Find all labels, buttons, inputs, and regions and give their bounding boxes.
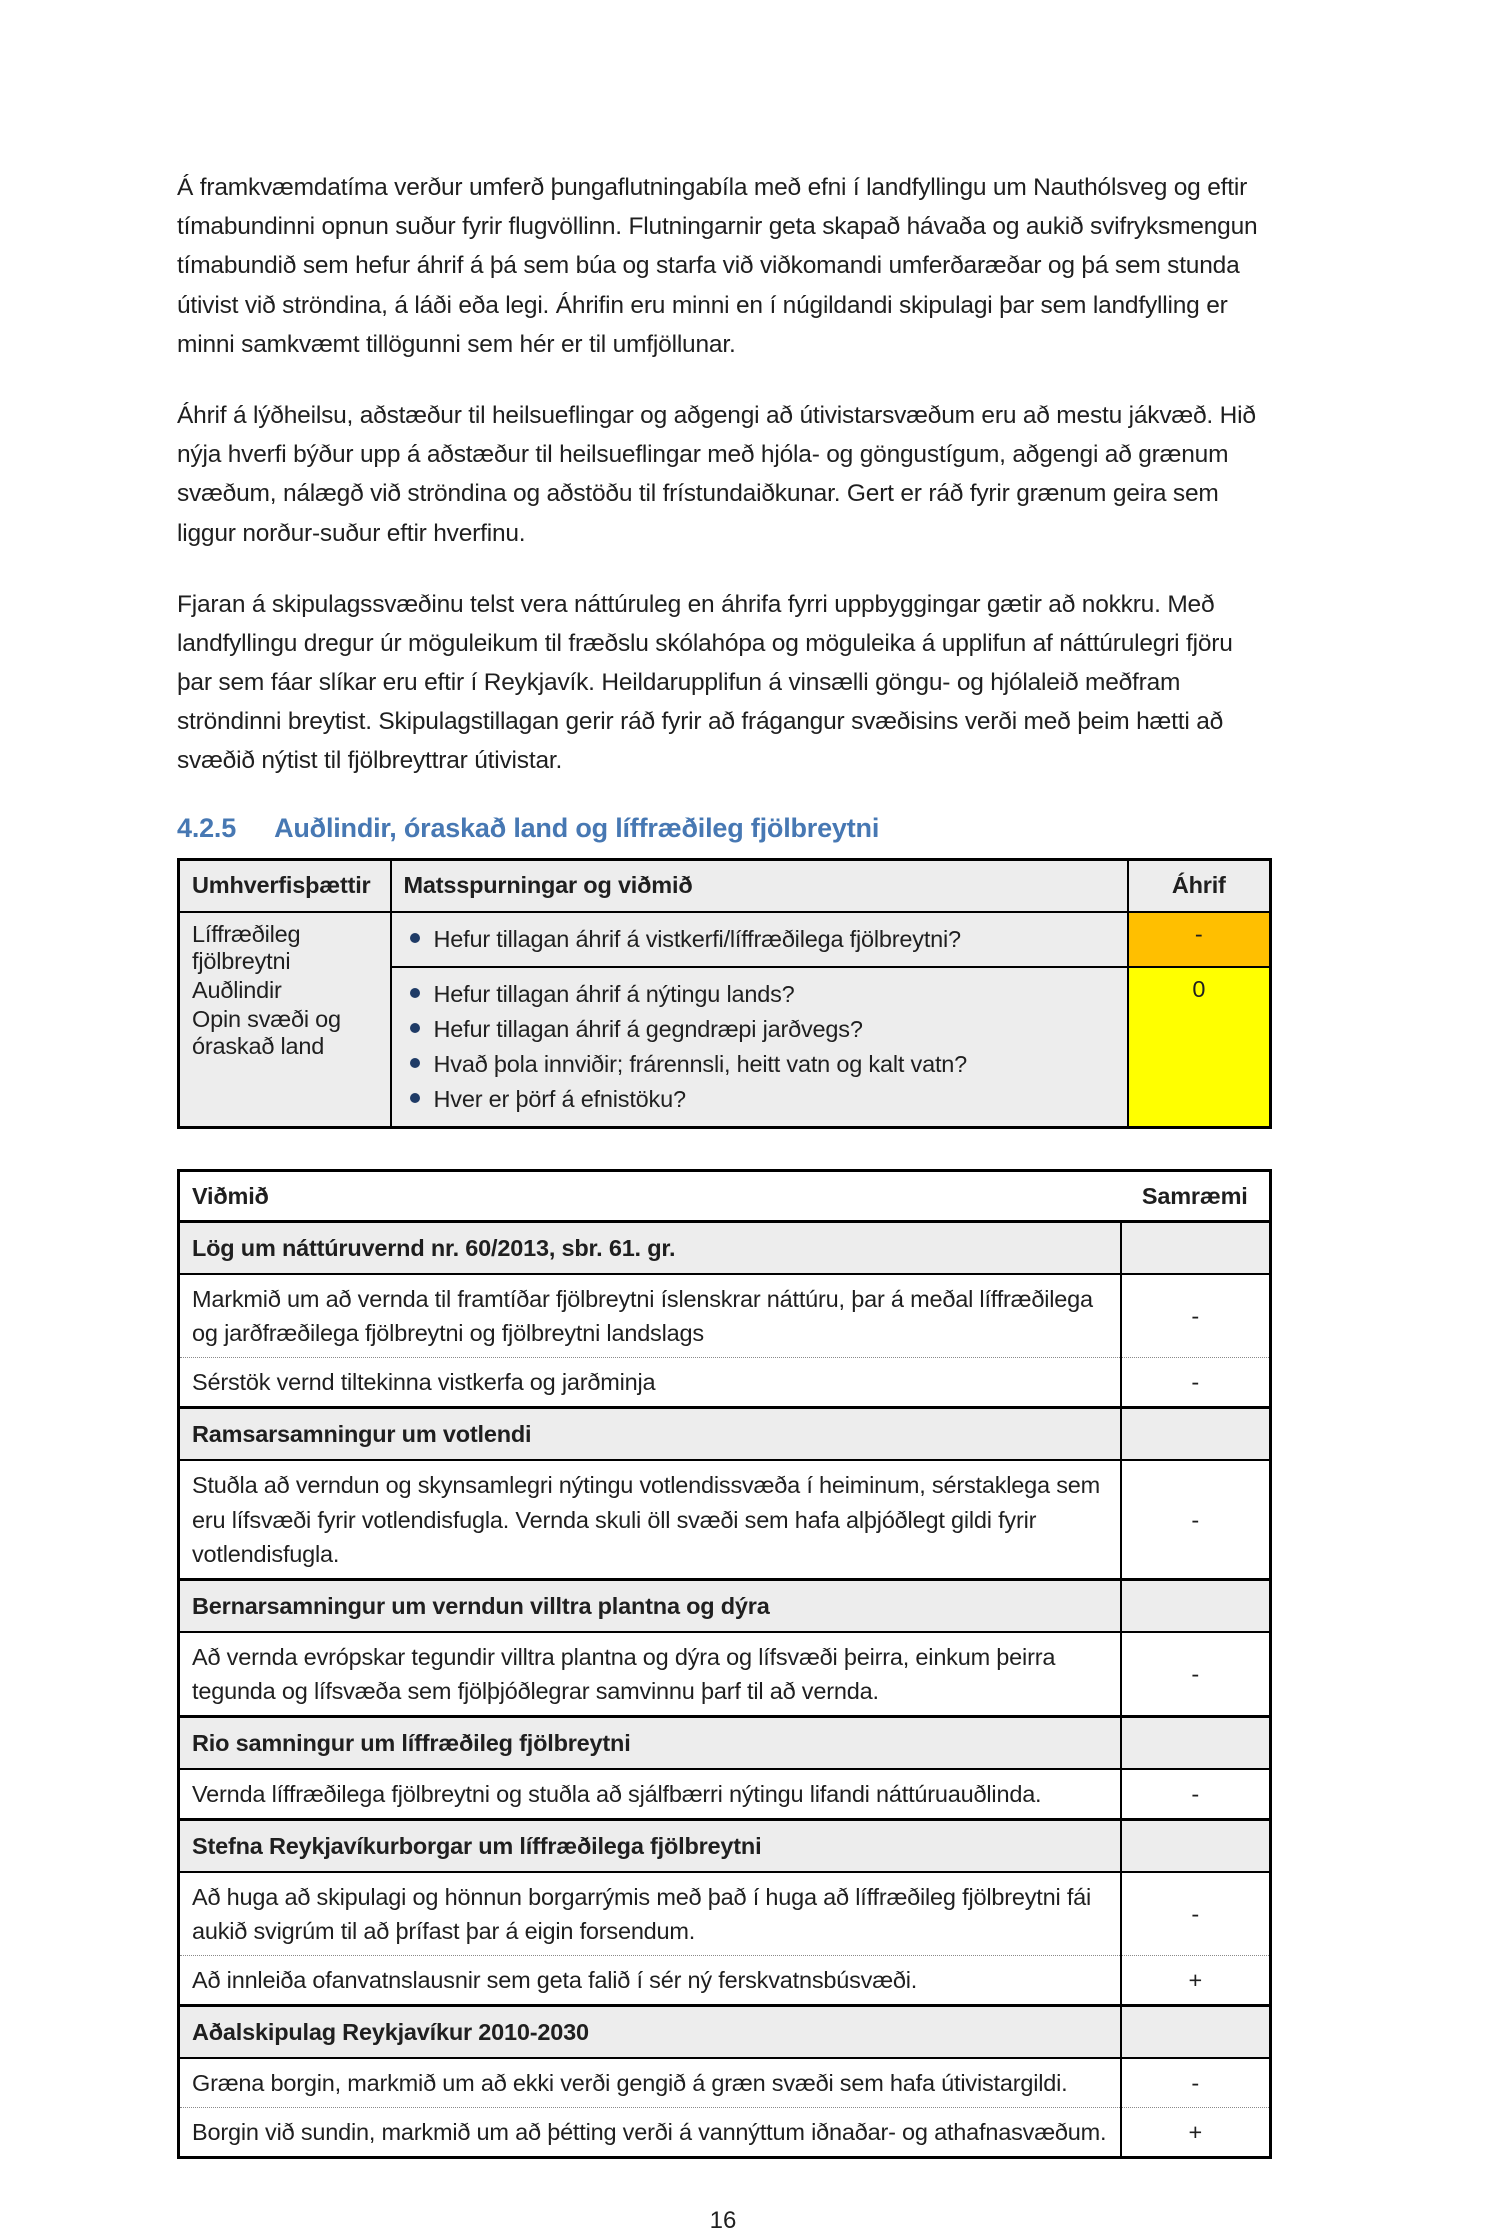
criteria-item-row <box>179 1632 1271 1717</box>
criteria-section-row <box>179 1408 1271 1461</box>
criteria-item-row <box>179 1460 1271 1579</box>
criteria-header-row <box>179 1171 1271 1222</box>
criteria-item-row <box>179 1769 1271 1820</box>
criteria-text-cell: Að huga að skipulagi og hönnun borgarrýmis með það í huga að líffræðileg fjölbreytni fái aukið svigrúm til að þrífast þar á eigin forsendum. <box>179 1872 1121 1956</box>
paragraph-construction-traffic: Á framkvæmdatíma verður umferð þungaflutningabíla með efni í landfyllingu um Nauthólsveg og eftir tímabundinni opnun suður fyrir flugvöllinn. Flutningarnir geta skapað hávaða og aukið svifryksmengun tímabundið sem hefur áhrif á þá sem búa og starfa við viðkomandi umferðaræðar og þá sem stunda útivist við ströndina, á láði eða legi. Áhrifin eru minni en í núgildandi skipulagi þar sem landfylling er minni samkvæmt tillögunni sem hér er til umfjöllunar. <box>177 174 1258 358</box>
criteria-text-cell: Græna borgin, markmið um að ekki verði gengið á græn svæði sem hafa útivistargildi. <box>179 2058 1121 2108</box>
criteria-section-row <box>179 2006 1271 2059</box>
matrix-row-biodiversity <box>179 912 1271 968</box>
criteria-item-row <box>179 2058 1271 2108</box>
question-item <box>404 1014 1115 1046</box>
criteria-text-cell: Markmið um að vernda til framtíðar fjölbreytni íslenskrar náttúru, þar á meðal líffræðilega og jarðfræðilega fjölbreytni og fjölbreytni landslags <box>179 1274 1121 1358</box>
criteria-item-row <box>179 1955 1271 2005</box>
criteria-section-row <box>179 1222 1271 1275</box>
value-cell <box>1121 1819 1271 1872</box>
impact-value-negative: - <box>1128 912 1271 968</box>
question-item <box>404 1084 1115 1116</box>
value-cell: - <box>1121 1632 1271 1717</box>
value-cell: - <box>1121 1274 1271 1358</box>
section-title: Auðlindir, óraskað land og líffræðileg fjölbreytni <box>274 812 880 843</box>
value-cell <box>1121 1222 1271 1275</box>
questions-cell-2 <box>391 967 1128 1127</box>
factor-liffraedileg-fjolbreytni: Líffræðileg fjölbreytni <box>192 920 301 974</box>
section-number: 4.2.5 <box>177 812 237 843</box>
question-text: Hver er þörf á efnistöku? <box>433 1085 686 1112</box>
bullet-icon <box>410 1058 420 1068</box>
value-cell: + <box>1121 2108 1271 2158</box>
page-content <box>177 168 1269 2235</box>
criteria-section-row <box>179 1819 1271 1872</box>
value-cell <box>1121 1579 1271 1632</box>
section-title-cell: Rio samningur um líffræðileg fjölbreytni <box>179 1716 1121 1769</box>
criteria-item-row <box>179 1358 1271 1408</box>
paragraph-shoreline: Fjaran á skipulagssvæðinu telst vera náttúruleg en áhrifa fyrri uppbyggingar gætir að nokkru. Með landfyllingu dregur úr möguleikum til fræðslu skólahópa og möguleika á upplifun af náttúrulegri fjöru þar sem fáar slíkar eru eftir í Reykjavík. Heildarupplifun á vinsælli göngu- og hjólaleið meðfram ströndinni breytist. Skipulagstillagan gerir ráð fyrir að frágangur svæðisins verði með þeim hætti að svæðið nýtist til fjölbreyttrar útivistar. <box>177 590 1233 775</box>
question-item <box>404 924 1115 956</box>
question-item <box>404 979 1115 1011</box>
header-umhverfisthaettir: Umhverfisþættir <box>179 859 391 912</box>
criteria-text-cell: Að innleiða ofanvatnslausnir sem geta falið í sér ný ferskvatnsbúsvæði. <box>179 1955 1121 2005</box>
question-item <box>404 1049 1115 1081</box>
criteria-item-row <box>179 1872 1271 1956</box>
question-text: Hvað þola innviðir; frárennsli, heitt vatn og kalt vatn? <box>433 1050 968 1077</box>
value-cell: - <box>1121 1358 1271 1408</box>
section-heading <box>177 813 1269 844</box>
bullet-icon <box>410 933 420 943</box>
factor-opin-svaedi: Opin svæði og óraskað land <box>192 1005 341 1059</box>
impact-matrix-table <box>177 858 1272 1130</box>
criteria-item-row <box>179 2108 1271 2158</box>
bullet-icon <box>410 1093 420 1103</box>
value-cell: - <box>1121 1872 1271 1956</box>
bullet-icon <box>410 988 420 998</box>
criteria-table <box>177 1169 1272 2159</box>
factors-cell <box>179 912 391 1128</box>
section-title-cell: Ramsarsamningur um votlendi <box>179 1408 1121 1461</box>
question-text: Hefur tillagan áhrif á nýtingu lands? <box>433 981 795 1008</box>
bullet-icon <box>410 1023 420 1033</box>
header-vidmid: Viðmið <box>179 1171 1121 1222</box>
section-title-cell: Lög um náttúruvernd nr. 60/2013, sbr. 61. gr. <box>179 1222 1121 1275</box>
criteria-section-row <box>179 1579 1271 1632</box>
value-cell <box>1121 1716 1271 1769</box>
header-ahrif: Áhrif <box>1128 859 1271 912</box>
value-cell: - <box>1121 1769 1271 1820</box>
criteria-text-cell: Sérstök vernd tiltekinna vistkerfa og jarðminja <box>179 1358 1121 1408</box>
value-cell <box>1121 2006 1271 2059</box>
value-cell: - <box>1121 2058 1271 2108</box>
header-samraemi: Samræmi <box>1121 1171 1271 1222</box>
matrix-header-row <box>179 859 1271 912</box>
criteria-text-cell: Stuðla að verndun og skynsamlegri nýtingu votlendissvæða í heiminum, sérstaklega sem eru lífsvæði fyrir votlendisfugla. Vernda skuli öll svæði sem hafa alþjóðlegt gildi fyrir votlendisfugla. <box>179 1460 1121 1579</box>
factor-audlindir: Auðlindir <box>192 976 282 1003</box>
section-title-cell: Stefna Reykjavíkurborgar um líffræðilega fjölbreytni <box>179 1819 1121 1872</box>
section-title-cell: Aðalskipulag Reykjavíkur 2010-2030 <box>179 2006 1121 2059</box>
value-cell: - <box>1121 1460 1271 1579</box>
criteria-text-cell: Borgin við sundin, markmið um að þétting verði á vannýttum iðnaðar- og athafnasvæðum. <box>179 2108 1121 2158</box>
value-cell <box>1121 1408 1271 1461</box>
value-cell: + <box>1121 1955 1271 2005</box>
question-text: Hefur tillagan áhrif á gegndræpi jarðvegs? <box>433 1016 863 1043</box>
page-number: 16 <box>709 2207 737 2235</box>
criteria-text-cell: Vernda líffræðilega fjölbreytni og stuðla að sjálfbærri nýtingu lifandi náttúruauðlinda. <box>179 1769 1121 1820</box>
criteria-item-row <box>179 1274 1271 1358</box>
criteria-text-cell: Að vernda evrópskar tegundir villtra plantna og dýra og lífsvæði þeirra, einkum þeirra tegunda og lífsvæða sem fjölþjóðlegrar samvinnu þarf til að vernda. <box>179 1632 1121 1717</box>
section-title-cell: Bernarsamningur um verndun villtra plantna og dýra <box>179 1579 1121 1632</box>
header-matsspurningar: Matsspurningar og viðmið <box>391 859 1128 912</box>
paragraph-public-health: Áhrif á lýðheilsu, aðstæður til heilsueflingar og aðgengi að útivistarsvæðum eru að mestu jákvæð. Hið nýja hverfi býður upp á aðstæður til heilsueflingar með hjóla- og göngustígum, aðgengi að grænum svæðum, nálægð við ströndina og aðstöðu til frístundaiðkunar. Gert er ráð fyrir grænum geira sem liggur norður-suður eftir hverfinu. <box>177 401 1256 547</box>
questions-cell-1 <box>391 912 1128 968</box>
criteria-section-row <box>179 1716 1271 1769</box>
impact-value-neutral: 0 <box>1128 967 1271 1127</box>
question-text: Hefur tillagan áhrif á vistkerfi/líffræðilega fjölbreytni? <box>433 925 961 952</box>
